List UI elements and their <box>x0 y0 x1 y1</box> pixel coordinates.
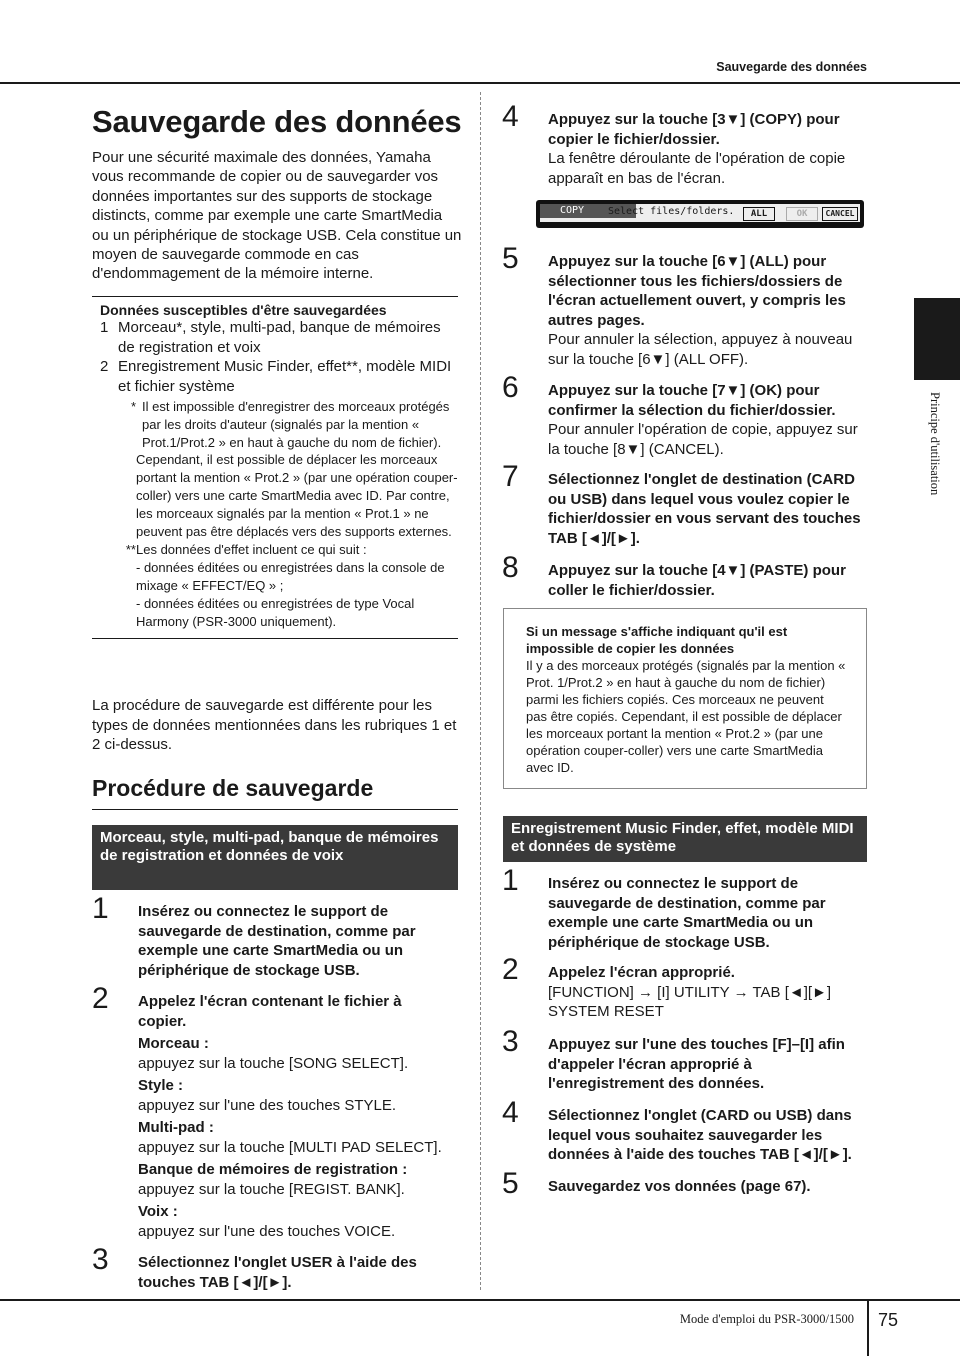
step-text: Appuyez sur la touche [4▼] (PASTE) pour coller le fichier/dossier. <box>548 562 846 599</box>
note-text: Il y a des morceaux protégés (signalés par la mention « Prot. 1/Prot.2 » en haut à gauche du nom de fichier) parmi les fichiers copiés. Ces morceaux ne peuvent pas être copiés. Cependant, il est possible de déplacer les morceaux portant la mention « Prot.2 » (par une opération couper-coller) vers une carte SmartMedia avec ID. <box>526 658 846 775</box>
right2-step-3 <box>502 1027 868 1094</box>
screen-copy-tab: COPY <box>540 204 636 218</box>
item-text: Morceau*, style, multi-pad, banque de mémoires de registration et voix <box>118 319 441 356</box>
running-header: Sauvegarde des données <box>716 60 867 74</box>
sub-label: Banque de mémoires de registration : <box>138 1161 408 1178</box>
step-text: Appuyez sur la touche [6▼] (ALL) pour sélectionner tous les fichiers/dossiers de l'écran actuellement ouvert, y compris les autres pages. <box>548 253 846 329</box>
box-top-rule <box>92 296 458 297</box>
step-number: 2 <box>502 953 519 986</box>
left-section-bar: Morceau, style, multi-pad, banque de mémoires de registration et données de voix <box>92 825 458 890</box>
footnote-2-item: - données éditées ou enregistrées de type Vocal Harmony (PSR-3000 uniquement). <box>136 595 415 629</box>
box-bottom-rule <box>92 638 458 639</box>
sub-text: appuyez sur l'une des touches VOICE. <box>138 1222 396 1240</box>
copy-screen-image <box>536 200 864 228</box>
footnote-2-item: - données éditées ou enregistrées dans la console de mixage « EFFECT/EQ » ; <box>136 560 445 593</box>
footnote-2 <box>92 541 458 559</box>
step-detail: Pour annuler l'opération de copie, appuyez sur la touche [8▼] (CANCEL). <box>548 421 858 458</box>
item-number: 1 <box>100 319 109 336</box>
right2-step-4 <box>502 1098 868 1165</box>
step-number: 2 <box>92 982 109 1015</box>
step-text: Sélectionnez l'onglet USER à l'aide des touches TAB [◄]/[►]. <box>138 1254 417 1291</box>
step-detail: [FUNCTION] → [I] UTILITY → TAB [◄][►] SYSTEM RESET <box>548 983 832 1020</box>
step-number: 7 <box>502 460 519 493</box>
chapter-tab <box>914 298 960 380</box>
column-divider <box>480 92 482 1290</box>
left-step-2 <box>92 984 452 1241</box>
right2-step-5 <box>502 1169 868 1199</box>
step-text: Appuyez sur la touche [3▼] (COPY) pour copier le fichier/dossier. <box>548 111 840 148</box>
step-text: Appelez l'écran approprié. <box>548 964 735 981</box>
step-number: 1 <box>92 892 109 925</box>
sub-text: appuyez sur la touche [SONG SELECT]. <box>138 1054 409 1072</box>
sub-item <box>138 1160 452 1199</box>
page-title: Sauvegarde des données <box>92 104 462 139</box>
step-number: 3 <box>92 1243 109 1276</box>
step-text: Sélectionnez l'onglet de destination (CARD ou USB) dans lequel vous voulez copier le fichier/dossier en vous servant des touches TAB [◄]/[►]. <box>548 471 861 547</box>
manual-title: Mode d'emploi du PSR-3000/1500 <box>679 1312 854 1326</box>
step-detail: Pour annuler la sélection, appuyez à nouveau sur la touche [6▼] (ALL OFF). <box>548 331 853 368</box>
section-title: Procédure de sauvegarde <box>92 775 374 801</box>
footer-divider <box>867 1299 869 1356</box>
sub-text: appuyez sur la touche [MULTI PAD SELECT]. <box>138 1138 442 1156</box>
step-text: Sauvegardez vos données (page 67). <box>548 1178 811 1195</box>
sub-text: appuyez sur la touche [REGIST. BANK]. <box>138 1180 405 1198</box>
left-step-1 <box>92 894 442 980</box>
header-rule <box>0 82 960 84</box>
left-step-3 <box>92 1245 442 1292</box>
step-number: 4 <box>502 100 519 133</box>
right-step-7 <box>502 462 868 548</box>
step-detail: La fenêtre déroulante de l'opération de copie apparaît en bas de l'écran. <box>548 150 846 187</box>
list-item <box>92 357 458 396</box>
step-number: 1 <box>502 864 519 897</box>
note-title: Si un message s'affiche indiquant qu'il est impossible de copier les données <box>526 624 788 656</box>
intro-paragraph: Pour une sécurité maximale des données, Yamaha vous recommande de copier ou de sauvegarder vos données importantes sur des supports de stockage distincts, comme par exemple une carte SmartMedia ou un périphérique de stockage USB. Cela constitue un moyen de sauvegarde commode en cas d'endommagement de la mémoire interne. <box>92 149 462 283</box>
sub-text: appuyez sur l'une des touches STYLE. <box>138 1096 397 1114</box>
screen-all-button: ALL <box>743 207 775 221</box>
sub-label: Multi-pad : <box>138 1119 214 1136</box>
section-rule <box>92 809 458 810</box>
step-text: Appuyez sur la touche [7▼] (OK) pour confirmer la sélection du fichier/dossier. <box>548 382 836 419</box>
right-step-6 <box>502 373 868 459</box>
procedure-intro: La procédure de sauvegarde est différente pour les types de données mentionnées dans les rubriques 1 et 2 ci-dessus. <box>92 697 457 753</box>
right2-step-2 <box>502 955 868 1022</box>
step-text: Sélectionnez l'onglet (CARD ou USB) dans lequel vous souhaitez sauvegarder les données à l'aide des touches TAB [◄]/[►]. <box>548 1107 852 1163</box>
step-text: Insérez ou connectez le support de sauvegarde de destination, comme par exemple une carte SmartMedia ou un périphérique de stockage USB. <box>548 875 826 951</box>
step-number: 8 <box>502 551 519 584</box>
sub-item <box>138 1076 452 1115</box>
step-text: Appelez l'écran contenant le fichier à copier. <box>138 993 402 1030</box>
screen-message: Select files/folders. <box>608 206 735 217</box>
sub-label: Morceau : <box>138 1035 209 1052</box>
sub-item <box>138 1034 452 1073</box>
footnote-mark: ** <box>125 542 136 558</box>
step-text: Insérez ou connectez le support de sauvegarde de destination, comme par exemple une carte SmartMedia ou un périphérique de stockage USB. <box>138 903 416 979</box>
saveable-title: Données susceptibles d'être sauvegardées <box>100 302 387 318</box>
chapter-tab-label: Principe d'utilisation <box>928 392 942 496</box>
footnote-text: Il est impossible d'enregistrer des morceaux protégés par les droits d'auteur (signalés par la mention « Prot.1/Prot.2 » en haut à gauche du nom de fichier). <box>142 399 450 450</box>
right-step-4 <box>502 102 868 188</box>
saveable-list <box>92 318 458 396</box>
step-text: Appuyez sur l'une des touches [F]–[I] afin d'appeler l'écran approprié à l'enregistrement des données. <box>548 1036 845 1092</box>
sub-label: Style : <box>138 1077 184 1094</box>
step-number: 4 <box>502 1096 519 1129</box>
page-number: 75 <box>878 1310 899 1330</box>
saveable-data-box <box>92 296 458 639</box>
screen-ok-button: OK <box>786 207 818 221</box>
footer-rule <box>0 1299 960 1301</box>
footnote-text: Les données d'effet incluent ce qui suit : <box>136 542 367 558</box>
item-number: 2 <box>100 358 109 375</box>
step-number: 3 <box>502 1025 519 1058</box>
sub-item <box>138 1118 452 1157</box>
right-step-5 <box>502 244 868 369</box>
screen-cancel-button: CANCEL <box>822 207 858 221</box>
footnote-1 <box>92 398 458 451</box>
step-number: 5 <box>502 1167 519 1200</box>
list-item <box>92 318 458 357</box>
footnote-mark: * <box>130 399 136 414</box>
item-text: Enregistrement Music Finder, effet**, modèle MIDI et fichier système <box>118 358 452 395</box>
right-section-bar: Enregistrement Music Finder, effet, modèle MIDI et données de système <box>503 816 867 862</box>
note-box <box>503 608 867 789</box>
right-step-8 <box>502 553 868 600</box>
footnote-1-continued: Cependant, il est possible de déplacer les morceaux portant la mention « Prot.2 » (par une opération couper-coller) vers une carte SmartMedia avec ID. Par contre, les morceaux signalés par la mention « Prot.1 » ne peuvent pas être déplacés vers des supports externes. <box>136 452 458 539</box>
right2-step-1 <box>502 866 868 952</box>
step-number: 5 <box>502 242 519 275</box>
sub-label: Voix : <box>138 1203 178 1220</box>
step-number: 6 <box>502 371 519 404</box>
sub-item <box>138 1202 452 1241</box>
